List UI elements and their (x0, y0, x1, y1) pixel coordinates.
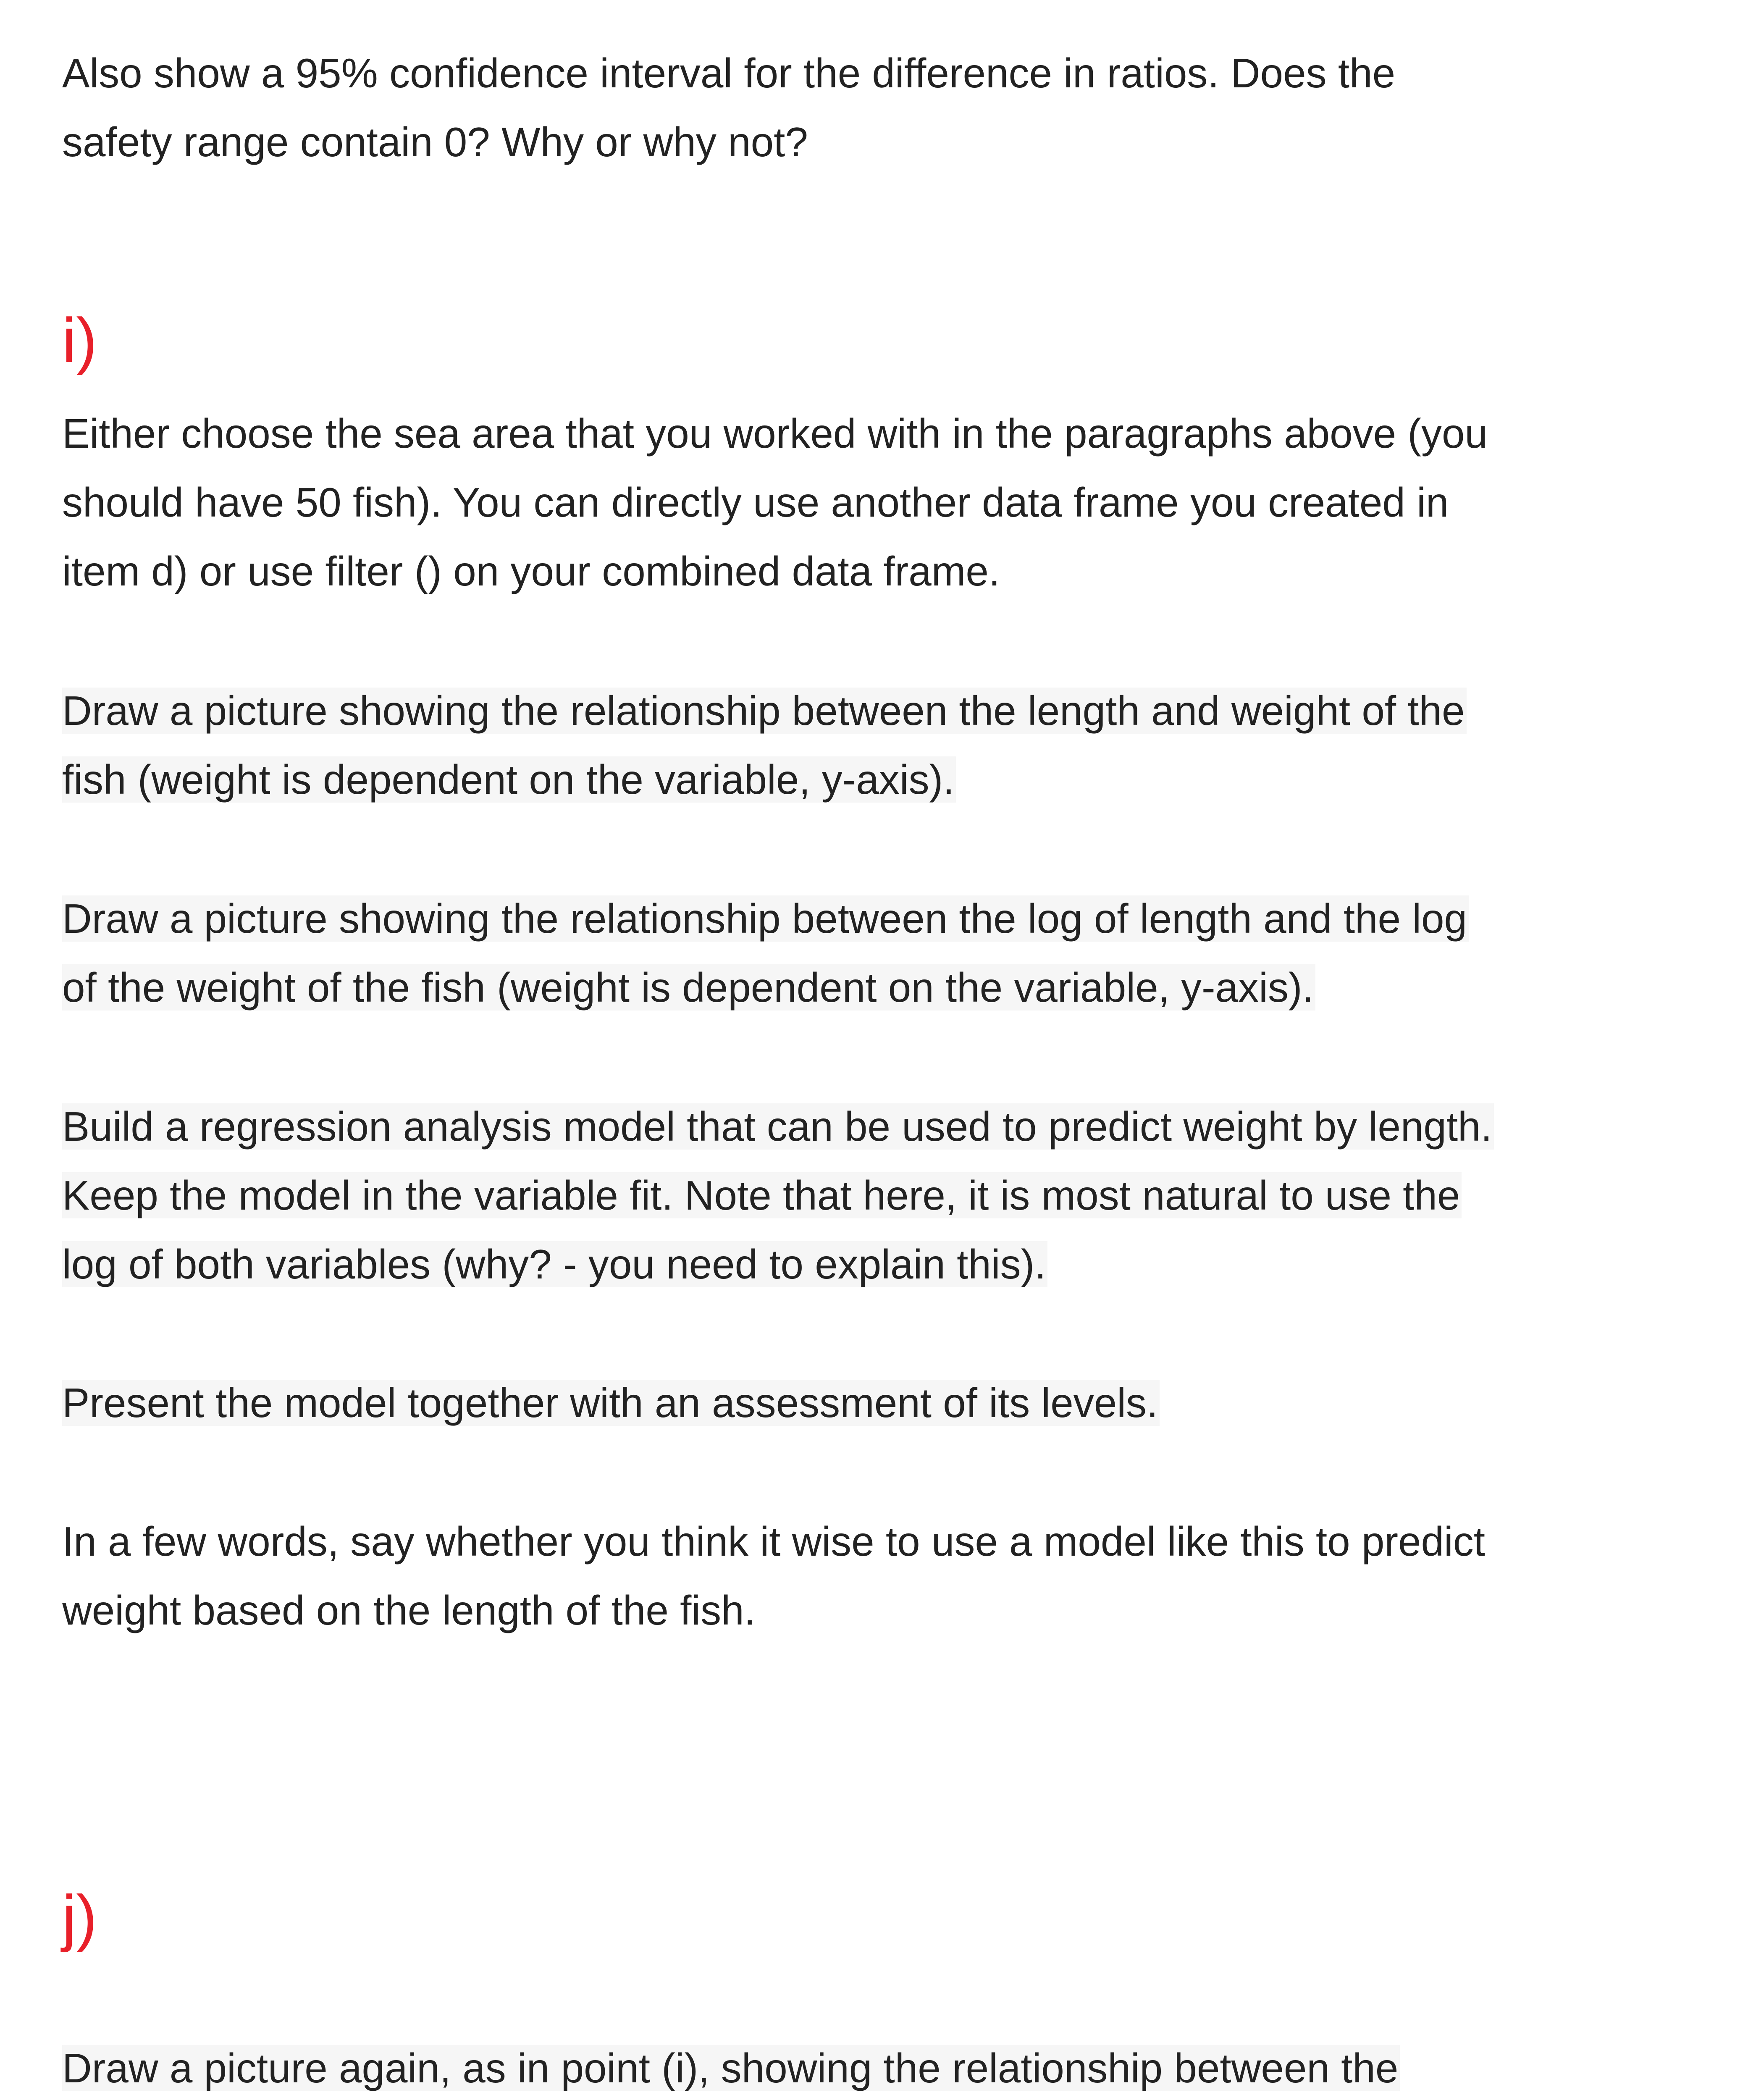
paragraph-line: Draw a picture showing the relationship between the log of length and the log (62, 895, 1469, 942)
section-i-paragraph-1 (62, 399, 1488, 606)
paragraph-line: Either choose the sea area that you worked with in the paragraphs above (you (62, 410, 1488, 457)
paragraph-line: item d) or use filter () on your combined data frame. (62, 548, 1000, 594)
paragraph-line: Draw a picture showing the relationship between the length and weight of the (62, 688, 1467, 734)
paragraph-line: In a few words, say whether you think it wise to use a model like this to predict (62, 1518, 1486, 1564)
paragraph-line: of the weight of the fish (weight is dependent on the variable, y-axis). (62, 964, 1315, 1011)
section-i-paragraph-5 (62, 1368, 1160, 1437)
section-j-heading: j) (62, 1882, 97, 1953)
paragraph-line: Present the model together with an assessment of its levels. (62, 1380, 1160, 1426)
section-j-paragraph-1 (62, 2034, 1471, 2100)
paragraph-line: fish (weight is dependent on the variable, y-axis). (62, 756, 956, 803)
section-i-heading: i) (62, 305, 97, 375)
paragraph-line: weight based on the length of the fish. (62, 1587, 756, 1633)
paragraph-line: Keep the model in the variable fit. Note that here, it is most natural to use the (62, 1172, 1462, 1218)
section-i-paragraph-4 (62, 1092, 1494, 1299)
intro-paragraph (62, 39, 1395, 176)
paragraph-line: log of both variables (why? - you need to explain this). (62, 1241, 1047, 1287)
intro-line: Also show a 95% confidence interval for the difference in ratios. Does the (62, 50, 1396, 96)
section-i-paragraph-2 (62, 676, 1467, 814)
intro-line: safety range contain 0? Why or why not? (62, 119, 808, 165)
section-i-paragraph-3 (62, 884, 1469, 1022)
section-i-paragraph-6 (62, 1507, 1485, 1645)
paragraph-line: should have 50 fish). You can directly use another data frame you created in (62, 479, 1449, 525)
paragraph-line: Draw a picture again, as in point (i), showing the relationship between the (62, 2045, 1400, 2091)
paragraph-line: Build a regression analysis model that can be used to predict weight by length. (62, 1103, 1494, 1150)
